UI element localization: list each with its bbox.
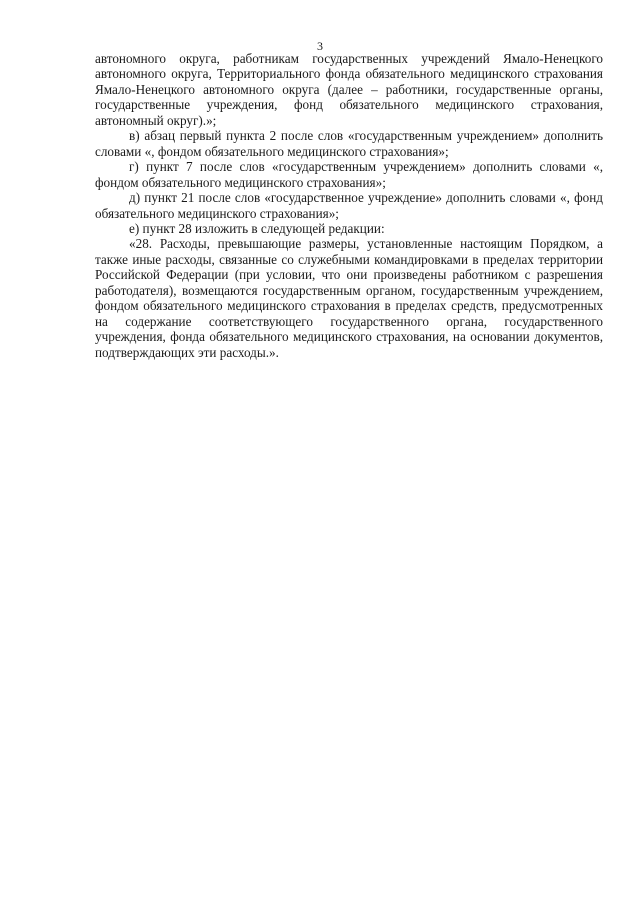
paragraph-point-28: «28. Расходы, превышающие размеры, установленные настоящим Порядком, а также иные расходы, связанные со служебными командировками в пределах территории Российской Федерации (при условии, что они произведены работником с разрешения работодателя), возмещаются государственным органом, государственным учреждением, фондом обязательного медицинского страхования в пределах средств, предусмотренных на содержание соответствующего государственного органа, государственного учреждения, фонда обязательного медицинского страхования, на основании документов, подтверждающих эти расходы.».: [95, 236, 603, 360]
page-number: 3: [317, 39, 323, 53]
paragraph-continuation: автономного округа, работникам государственных учреждений Ямало-Ненецкого автономного округа, Территориального фонда обязательного медицинского страхования Ямало-Ненецкого автономного округа (далее – работники, государственные органы, государственные учреждения, фонд обязательного медицинского страхования, автономный округ).»;: [95, 51, 603, 128]
paragraph-item-v: в) абзац первый пункта 2 после слов «государственным учреждением» дополнить словами «, фондом обязательного медицинского страхования»;: [95, 128, 603, 159]
paragraph-item-g: г) пункт 7 после слов «государственным учреждением» дополнить словами «, фондом обязательного медицинского страхования»;: [95, 159, 603, 190]
document-body: [95, 51, 603, 360]
paragraph-item-e: е) пункт 28 изложить в следующей редакции:: [129, 220, 385, 236]
paragraph-item-d: д) пункт 21 после слов «государственное учреждение» дополнить словами «, фонд обязательного медицинского страхования»;: [95, 190, 603, 221]
